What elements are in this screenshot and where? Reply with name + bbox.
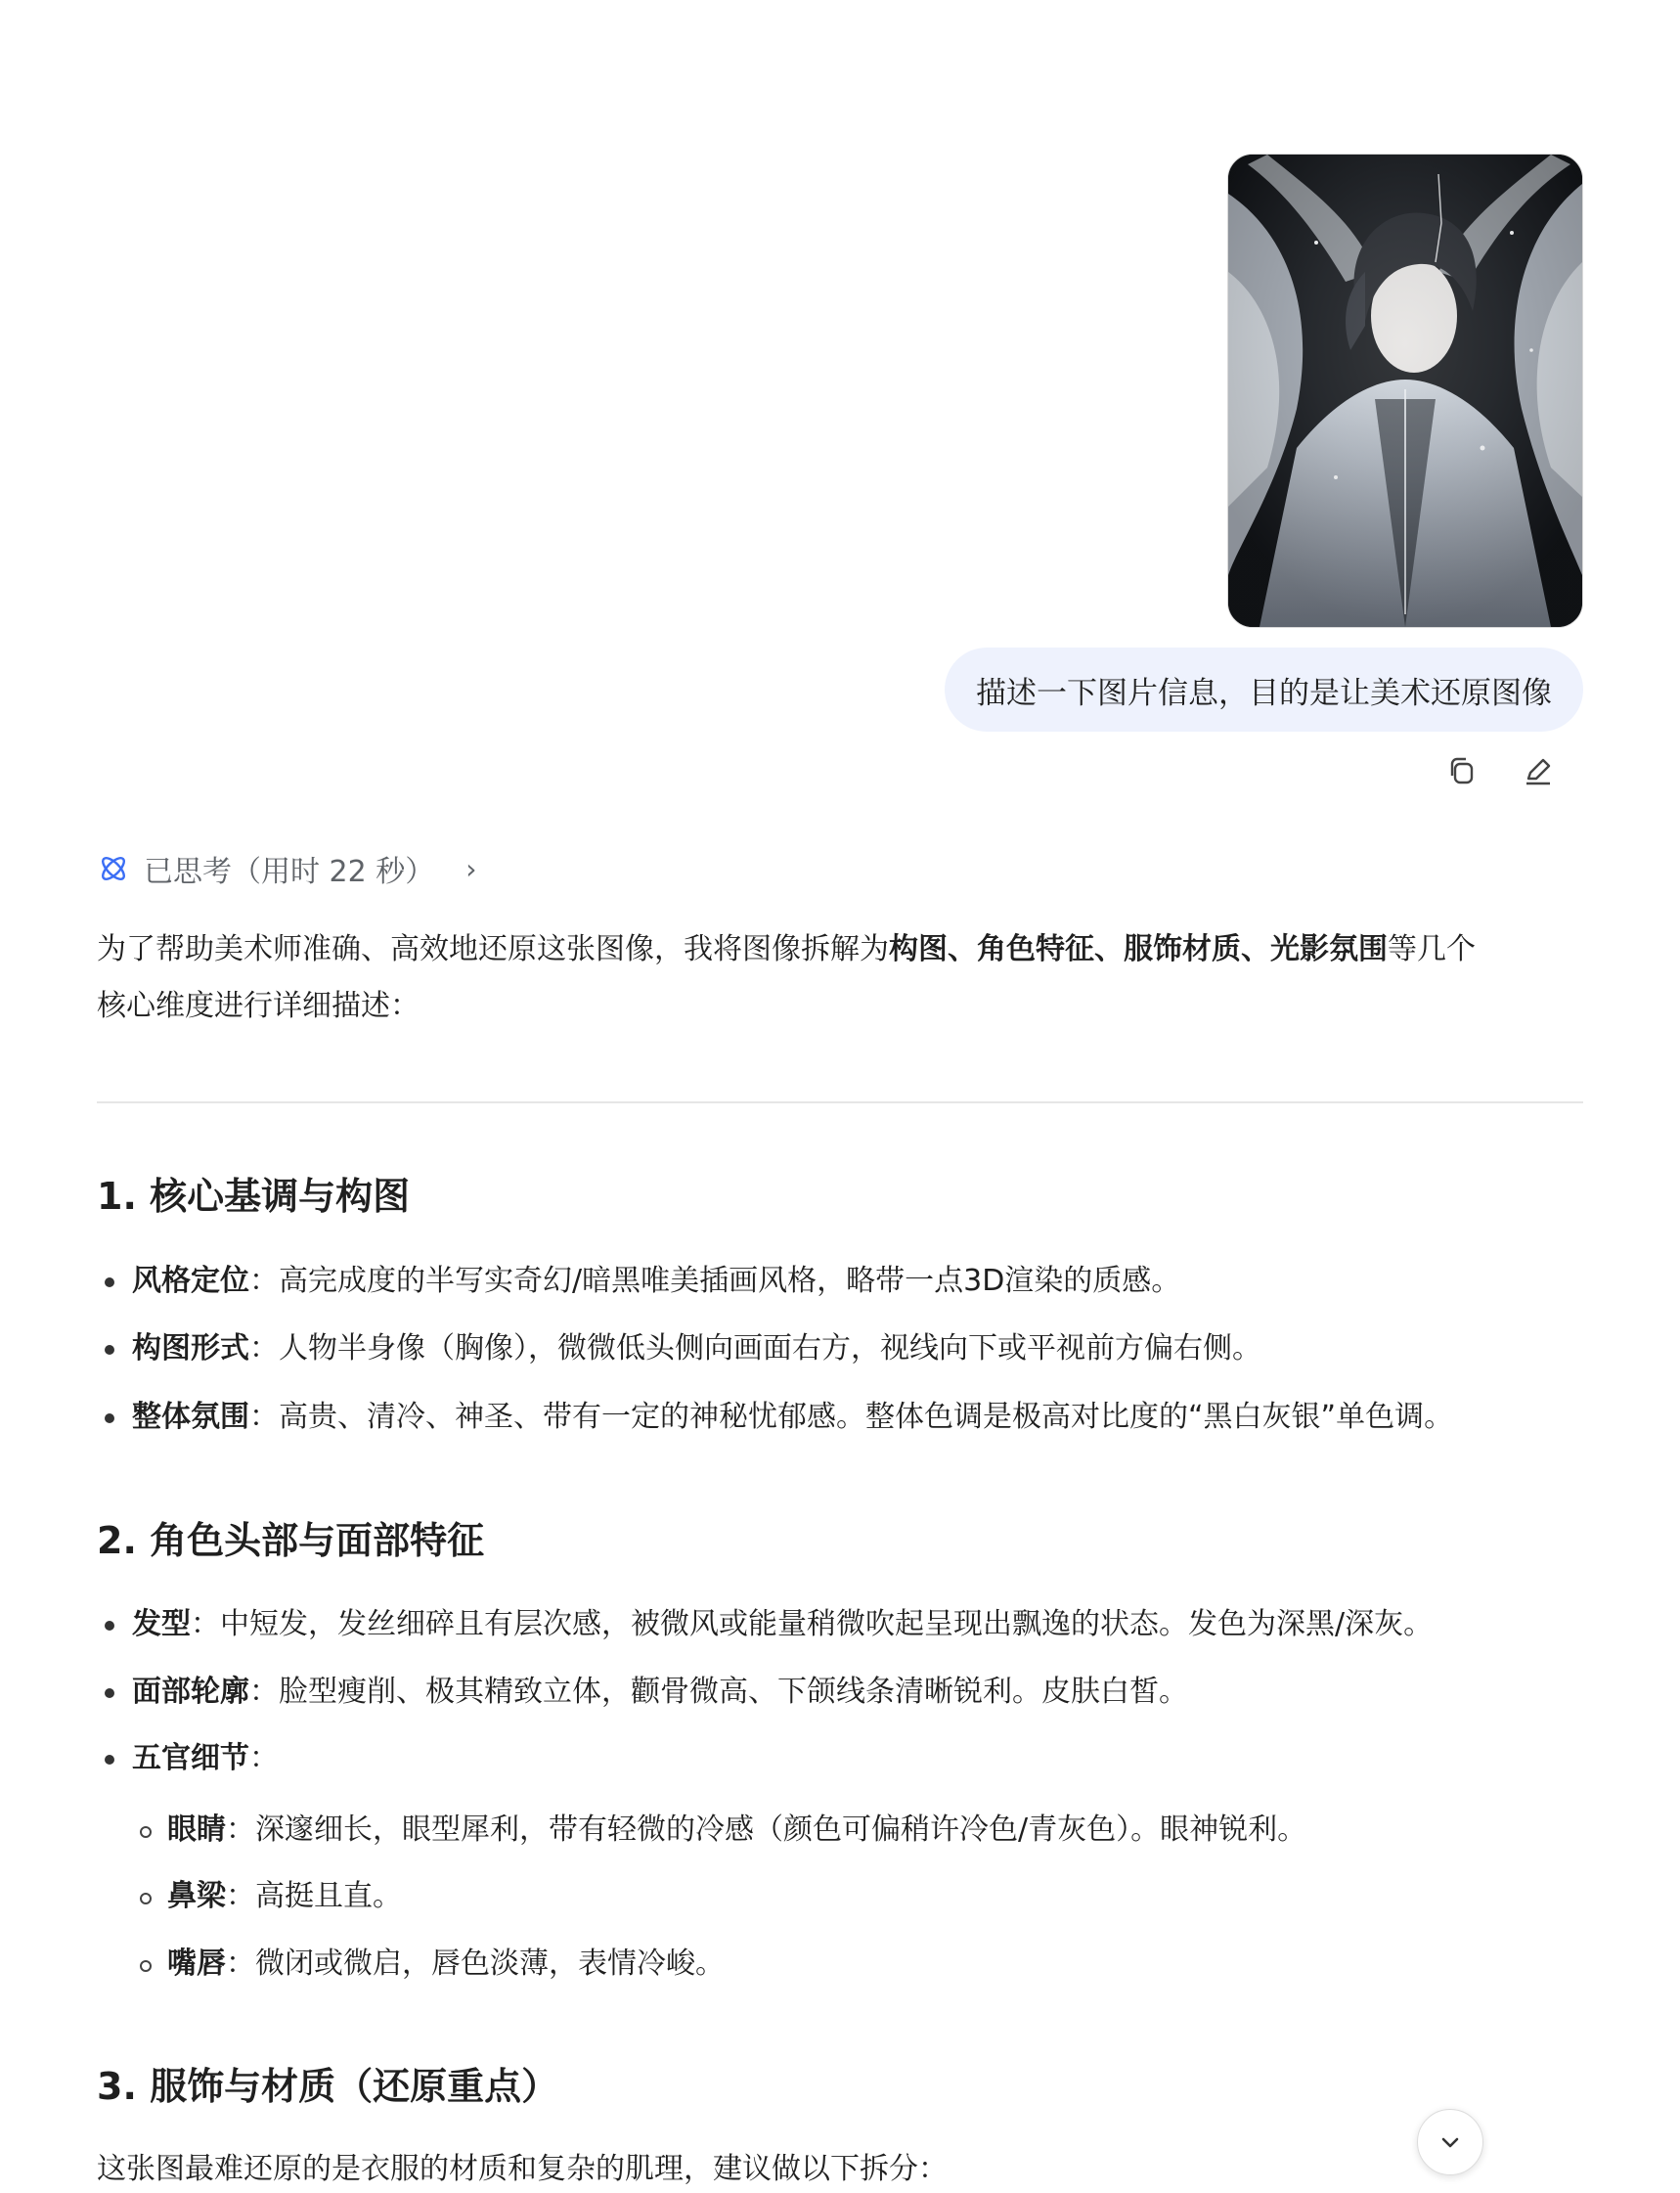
intro-line-1 bbox=[97, 921, 1583, 978]
divider bbox=[97, 1101, 1583, 1103]
edit-button[interactable] bbox=[1521, 753, 1556, 788]
circle-bullet-icon bbox=[140, 1960, 152, 1972]
bullet-icon bbox=[105, 1277, 114, 1287]
bullet-icon bbox=[105, 1755, 114, 1765]
chevron-right-icon: › bbox=[465, 852, 477, 885]
message-actions bbox=[1444, 753, 1556, 788]
answer-intro bbox=[97, 921, 1583, 1035]
sub-list-item-label: 眼睛 bbox=[167, 1813, 226, 1847]
list-item-text: ：高贵、清冷、神圣、带有一定的神秘忧郁感。整体色调是极高对比度的“黑白灰银”单色调。 bbox=[249, 1400, 1454, 1434]
list-item-text: ：人物半身像（胸像），微微低头侧向画面右方，视线向下或平视前方偏右侧。 bbox=[249, 1331, 1261, 1365]
bullet-icon bbox=[105, 1688, 114, 1698]
list-item-label: 整体氛围 bbox=[132, 1400, 249, 1434]
list-item-text: ： bbox=[249, 1741, 279, 1775]
intro-line-2: 核心维度进行详细描述： bbox=[97, 989, 420, 1023]
thinking-label: 已思考（用时 22 秒） bbox=[144, 855, 435, 889]
sub-list-item-text: ：高挺且直。 bbox=[226, 1879, 402, 1913]
circle-bullet-icon bbox=[140, 1826, 152, 1838]
illustration-icon bbox=[1228, 155, 1582, 627]
list-item-text: ：脸型瘦削、极其精致立体，颧骨微高、下颌线条清晰锐利。皮肤白皙。 bbox=[249, 1675, 1188, 1709]
section-2-heading: 2. 角色头部与面部特征 bbox=[97, 1519, 485, 1562]
sub-list-item-text: ：深邃细长，眼型犀利，带有轻微的冷感（颜色可偏稍许冷色/青灰色）。眼神锐利。 bbox=[226, 1813, 1307, 1847]
section-3-paragraph: 这张图最难还原的是衣服的材质和复杂的肌理，建议做以下拆分： bbox=[97, 2152, 948, 2186]
circle-bullet-icon bbox=[140, 1893, 152, 1904]
bullet-icon bbox=[105, 1621, 114, 1631]
atom-icon bbox=[97, 852, 130, 885]
user-message-bubble bbox=[945, 648, 1583, 732]
section-1-heading: 1. 核心基调与构图 bbox=[97, 1175, 411, 1218]
sub-list-item-label: 嘴唇 bbox=[167, 1947, 226, 1981]
copy-button[interactable] bbox=[1444, 753, 1480, 788]
scroll-to-bottom-button[interactable] bbox=[1417, 2109, 1483, 2175]
uploaded-image[interactable] bbox=[1227, 154, 1583, 628]
bullet-icon bbox=[105, 1413, 114, 1423]
bullet-icon bbox=[105, 1345, 114, 1355]
list-item-label: 面部轮廓 bbox=[132, 1675, 249, 1709]
user-message-text: 描述一下图片信息，目的是让美术还原图像 bbox=[976, 675, 1552, 711]
list-item-text: ：高完成度的半写实奇幻/暗黑唯美插画风格，略带一点3D渲染的质感。 bbox=[249, 1264, 1181, 1298]
edit-icon bbox=[1523, 755, 1554, 786]
sub-list-item-label: 鼻梁 bbox=[167, 1879, 226, 1913]
copy-icon bbox=[1446, 755, 1478, 786]
chevron-down-icon bbox=[1437, 2129, 1463, 2155]
list-item-text: ：中短发，发丝细碎且有层次感，被微风或能量稍微吹起呈现出飘逸的状态。发色为深黑/深灰。 bbox=[191, 1607, 1434, 1641]
sub-list-item-text: ：微闭或微启，唇色淡薄，表情冷峻。 bbox=[226, 1947, 725, 1981]
list-item-label: 构图形式 bbox=[132, 1331, 249, 1365]
conversation bbox=[97, 0, 1583, 2193]
list-item-label: 发型 bbox=[132, 1607, 191, 1641]
list-item-label: 风格定位 bbox=[132, 1264, 249, 1298]
intro-text-end: 等几个 bbox=[1388, 932, 1476, 966]
thinking-toggle[interactable] bbox=[97, 847, 476, 890]
intro-bold-text: 构图、角色特征、服饰材质、光影氛围 bbox=[889, 932, 1388, 966]
list-item-label: 五官细节 bbox=[132, 1741, 249, 1775]
intro-text: 为了帮助美术师准确、高效地还原这张图像，我将图像拆解为 bbox=[97, 932, 889, 966]
section-3-heading: 3. 服饰与材质（还原重点） bbox=[97, 2065, 559, 2108]
